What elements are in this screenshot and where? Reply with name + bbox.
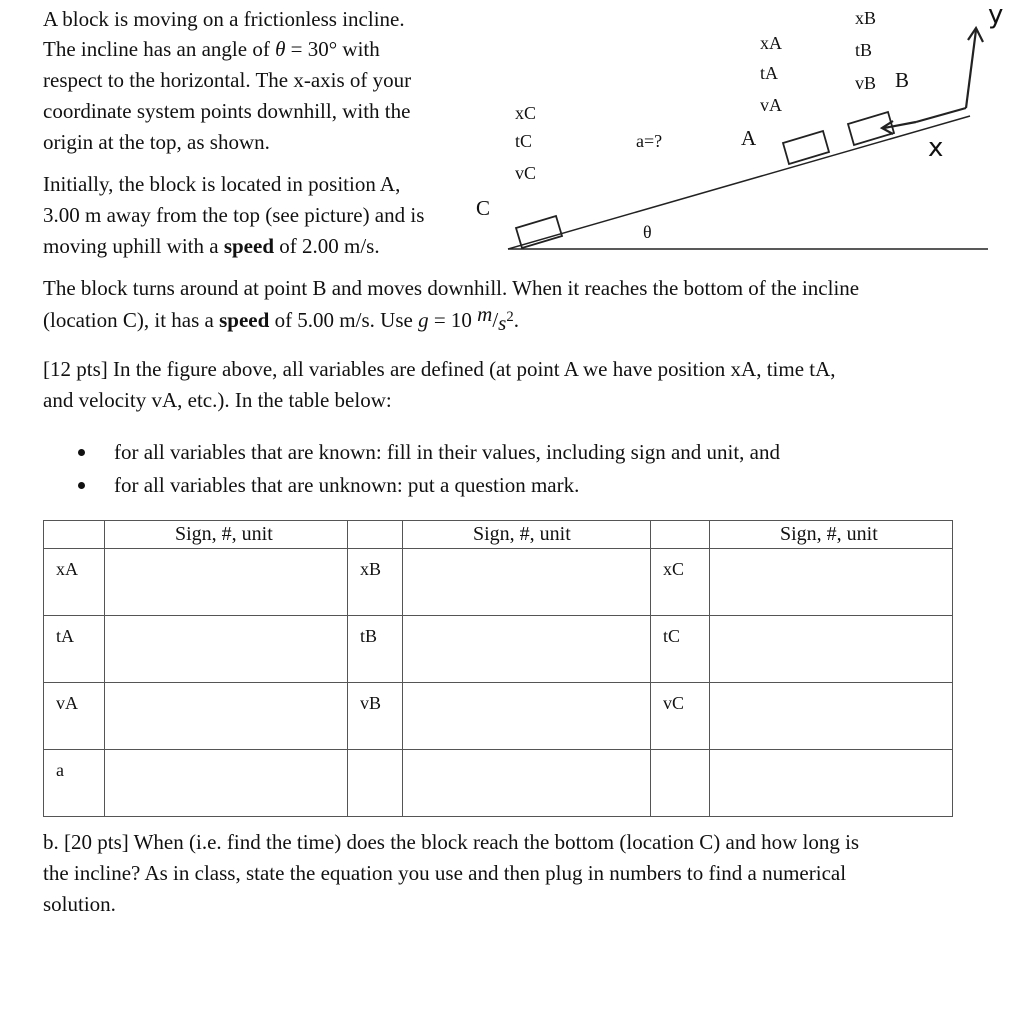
bullet-item-1: for all variables that are known: fill in their values, including sign and unit, and	[114, 440, 781, 464]
label-vc: vC	[515, 163, 537, 183]
value-cell-xc[interactable]	[710, 549, 953, 616]
value-cell-a[interactable]	[105, 750, 348, 817]
label-vb: vB	[855, 73, 877, 93]
var-a: a	[44, 750, 105, 817]
header-blank-1	[44, 521, 105, 549]
var-xb: xB	[348, 549, 403, 616]
label-xc: xC	[515, 103, 537, 123]
table-row	[44, 549, 953, 616]
value-cell-tb[interactable]	[403, 616, 651, 683]
var-vb: vB	[348, 683, 403, 750]
intro-line-2-pre: The incline has an angle of	[43, 37, 276, 61]
header-sign-1: Sign, #, unit	[105, 521, 348, 549]
partb-line-1: b. [20 pts] When (i.e. find the time) does the block reach the bottom (location C) and how long is	[43, 830, 860, 854]
g-unit-den: s	[498, 311, 507, 335]
header-blank-2	[348, 521, 403, 549]
para3-line-1: [12 pts] In the figure above, all variables are defined (at point A we have position xA, time tA,	[43, 357, 836, 381]
intro-line-7: 3.00 m away from the top (see picture) and is	[43, 203, 425, 227]
intro-line-3: respect to the horizontal. The x-axis of your	[43, 68, 412, 92]
var-tb: tB	[348, 616, 403, 683]
intro-line-5: origin at the top, as shown.	[43, 130, 270, 154]
empty-value-cell-1[interactable]	[403, 750, 651, 817]
table-row	[44, 750, 953, 817]
label-theta: θ	[643, 222, 652, 242]
var-xc: xC	[651, 549, 710, 616]
label-c: C	[476, 196, 491, 220]
speed-bold-2: speed	[219, 308, 270, 332]
bullet-dot-2	[78, 482, 85, 489]
partb-line-2: the incline? As in class, state the equation you use and then plug in numbers to find a numerical	[43, 861, 847, 885]
para3-line-2: and velocity vA, etc.). In the table below:	[43, 388, 392, 412]
variables-table	[43, 520, 953, 817]
header-blank-3	[651, 521, 710, 549]
label-point-a: A	[741, 126, 757, 150]
label-ta: tA	[760, 63, 778, 83]
intro-line-8-pre: moving uphill with a	[43, 234, 224, 258]
var-va: vA	[44, 683, 105, 750]
bullet-item-2: for all variables that are unknown: put a question mark.	[114, 473, 580, 497]
label-tb: tB	[855, 40, 873, 60]
value-cell-xa[interactable]	[105, 549, 348, 616]
para2-line-1: The block turns around at point B and moves downhill. When it reaches the bottom of the incline	[43, 276, 860, 300]
axis-x-label: x	[928, 133, 944, 163]
empty-name-cell-1	[348, 750, 403, 817]
g-unit-exp: 2	[506, 309, 514, 325]
var-vc: vC	[651, 683, 710, 750]
para2-line-2-pre: (location C), it has a	[43, 308, 220, 332]
var-ta: tA	[44, 616, 105, 683]
label-xa: xA	[760, 33, 782, 53]
header-sign-3: Sign, #, unit	[710, 521, 953, 549]
intro-line-8-post: of 2.00 m/s.	[274, 234, 380, 258]
var-tc: tC	[651, 616, 710, 683]
g-equals: = 10	[428, 308, 478, 332]
header-sign-2: Sign, #, unit	[403, 521, 651, 549]
empty-name-cell-2	[651, 750, 710, 817]
empty-value-cell-2[interactable]	[710, 750, 953, 817]
intro-line-1: A block is moving on a frictionless incline.	[43, 7, 405, 31]
g-unit-num: m	[477, 302, 493, 326]
g-unit-slash: /	[492, 308, 499, 332]
label-xb: xB	[855, 8, 877, 28]
para2-line-2	[43, 302, 519, 338]
label-a: a=?	[636, 131, 663, 151]
label-tc: tC	[515, 131, 533, 151]
value-cell-va[interactable]	[105, 683, 348, 750]
value-cell-vb[interactable]	[403, 683, 651, 750]
g-variable: g	[418, 308, 429, 332]
intro-line-2-eq: = 30° with	[285, 37, 380, 61]
var-xa: xA	[44, 549, 105, 616]
label-point-b: B	[895, 68, 910, 92]
para2-line-2-post: of 5.00 m/s. Use	[269, 308, 419, 332]
intro-line-6: Initially, the block is located in position A,	[43, 172, 401, 196]
partb-line-3: solution.	[43, 892, 116, 916]
speed-bold: speed	[223, 234, 275, 258]
bullet-dot-1	[78, 449, 85, 456]
table-row	[44, 616, 953, 683]
value-cell-ta[interactable]	[105, 616, 348, 683]
theta-symbol: θ	[275, 37, 286, 61]
axis-y-label: y	[988, 0, 1004, 30]
value-cell-vc[interactable]	[710, 683, 953, 750]
block-c	[516, 216, 562, 248]
table-header-row	[44, 521, 953, 549]
intro-line-4: coordinate system points downhill, with the	[43, 99, 411, 123]
label-va: vA	[760, 95, 782, 115]
incline-line	[508, 116, 970, 249]
y-axis-arrow-shaft	[966, 30, 976, 108]
value-cell-xb[interactable]	[403, 549, 651, 616]
g-end: .	[513, 308, 519, 332]
table-row	[44, 683, 953, 750]
value-cell-tc[interactable]	[710, 616, 953, 683]
